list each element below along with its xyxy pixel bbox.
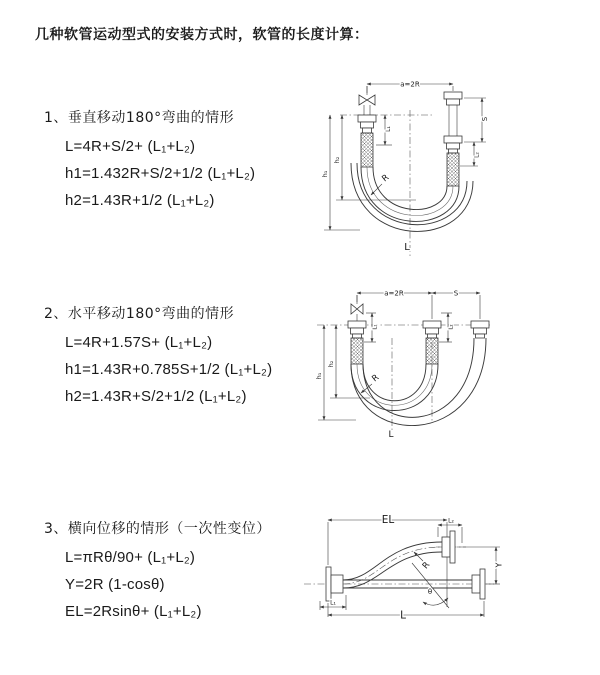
dim-a2r-label: a=2R [384, 289, 404, 298]
section-horizontal-movement [44, 304, 272, 410]
dim-l1-label: L₁ [385, 126, 392, 132]
dimension-s [432, 290, 480, 320]
angle-construction [412, 563, 449, 608]
dim-h1-label: h₁ [315, 372, 323, 380]
section-2-heading: 2、水平移动180°弯曲的情形 [44, 306, 235, 322]
dimension-h1 [321, 115, 360, 230]
formula-h2: h2=1.43R+1/2 (L₁+L₂) [65, 192, 215, 209]
dim-s-label: S [481, 116, 489, 122]
section-vertical-movement [44, 108, 255, 214]
dim-h2-label: h₂ [327, 360, 335, 368]
formula-length: L=4R+1.57S+ (L₁+L₂) [65, 334, 213, 351]
diagram-vertical-180-bend [312, 70, 596, 262]
dimension-l2 [474, 142, 481, 166]
hose-curves [351, 338, 486, 426]
dim-h2-label: h₂ [333, 156, 341, 164]
braid-section [447, 153, 459, 186]
formula-h1: h1=1.43R+0.785S+1/2 (L₁+L₂) [65, 361, 273, 378]
right-flange [472, 569, 485, 599]
dim-l2-label: L₂ [473, 152, 481, 158]
right-pipe-fitting [444, 92, 462, 186]
dim-el-label: EL [381, 514, 395, 526]
left-flange [326, 567, 343, 601]
dim-l-label: L [400, 609, 406, 622]
dim-a2r-label: a=2R [400, 80, 420, 89]
dimension-h2 [333, 115, 416, 200]
length-label: L [404, 242, 410, 253]
diagram-horizontal-180-bend [312, 280, 596, 460]
section-1-heading: 1、垂直移动180°弯曲的情形 [44, 110, 235, 126]
length-label: L [388, 430, 394, 440]
left-pipe-fitting [348, 321, 366, 364]
formula-length: L=πRθ/90+ (L₁+L₂) [65, 549, 196, 566]
radius-label: R [420, 560, 433, 572]
dimension-l [328, 601, 484, 622]
dim-h1-label: h₁ [321, 170, 329, 178]
page-title: 几种软管运动型式的安装方式时，软管的长度计算： [35, 27, 369, 43]
centerlines [317, 325, 492, 432]
dim-l1-label: L₁ [372, 324, 379, 330]
braid-section [361, 133, 373, 167]
formula-h2: h2=1.43R+S/2+1/2 (L₁+L₂) [65, 388, 247, 405]
valve-icon [351, 295, 363, 321]
moved-pipe-fitting [471, 321, 489, 338]
dimension-h1 [315, 325, 356, 420]
dimension-l1 [320, 595, 346, 610]
section-lateral-displacement [44, 519, 271, 625]
upper-flange [442, 531, 455, 563]
middle-pipe-fitting [423, 321, 441, 364]
braid-section [426, 338, 438, 364]
left-pipe-fitting [358, 115, 376, 167]
formula-y: Y=2R (1-cosθ) [65, 576, 165, 593]
dim-l1-label: L₁ [330, 599, 336, 607]
diagram-lateral-displacement [296, 503, 600, 655]
dim-l2-label: L₂ [448, 517, 454, 525]
formula-length: L=4R+S/2+ (L₁+L₂) [65, 138, 196, 155]
formula-h1: h1=1.432R+S/2+1/2 (L₁+L₂) [65, 165, 256, 182]
dim-l2-label: L₂ [448, 324, 455, 330]
braid-section [351, 338, 363, 364]
radius-label: R [380, 172, 392, 185]
dimension-h2 [327, 325, 370, 398]
formula-el: EL=2Rsinθ+ (L₁+L₂) [65, 603, 202, 620]
dim-s-label: S [453, 289, 459, 298]
dimension-a2r [367, 81, 453, 94]
section-3-heading: 3、横向位移的情形（一次性变位） [44, 521, 271, 537]
radius-label: R [370, 372, 382, 385]
valve-icon [359, 86, 375, 115]
dimension-l1 [376, 115, 392, 145]
angle-label: θ [427, 588, 433, 596]
dim-y-label: Y [494, 562, 504, 568]
dimension-a2r [357, 290, 432, 320]
